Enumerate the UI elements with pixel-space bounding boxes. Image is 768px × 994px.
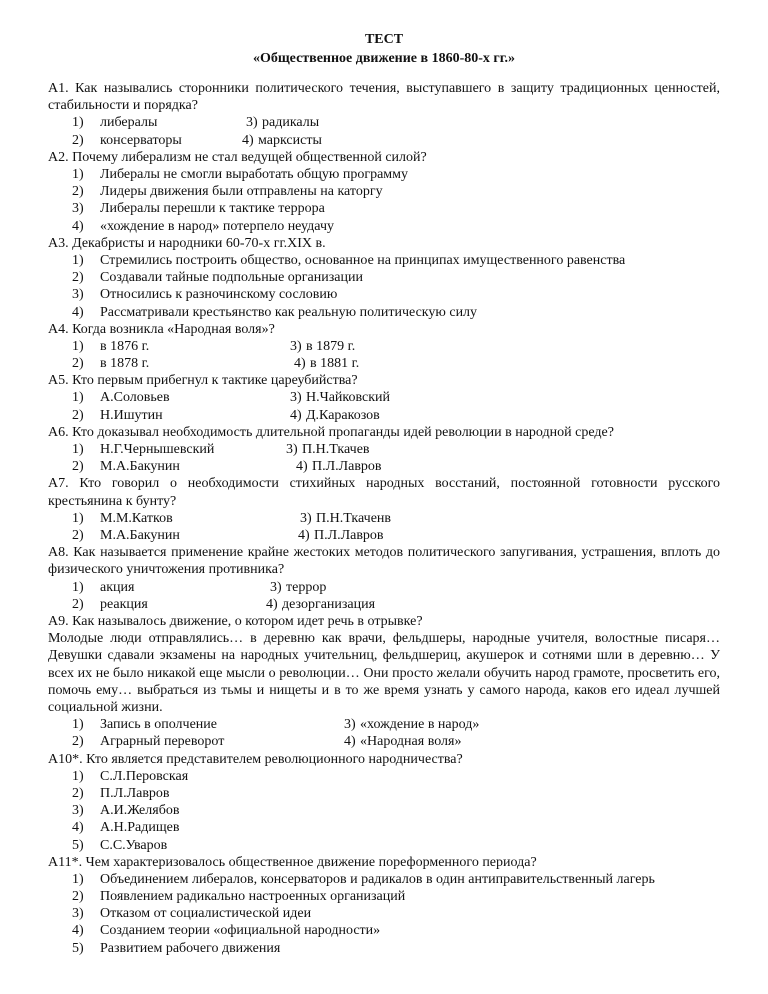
- option-number: 4): [72, 304, 84, 320]
- option-text: С.Л.Перовская: [100, 768, 189, 784]
- option-number: 4): [72, 820, 84, 836]
- option-number: 1): [72, 115, 84, 131]
- option-number: 1): [72, 390, 84, 406]
- option-number: 3): [72, 287, 84, 303]
- option-text: Созданием теории «официальной народности»: [100, 923, 381, 939]
- option-row: [48, 837, 720, 854]
- option-row: [48, 218, 720, 235]
- option-text: Либералы перешли к тактике террора: [100, 201, 325, 217]
- question-a2: [48, 149, 720, 235]
- option-text: в 1881 г.: [310, 356, 360, 372]
- question-text: А5. Кто первым прибегнул к тактике цареубийства?: [48, 373, 358, 389]
- question-text: А8. Как называется применение крайне жестоких методов политического запугивания, устрашения, вплоть до физического уничтожения противника?: [48, 545, 720, 578]
- option-row: [48, 785, 720, 802]
- option-row: [48, 304, 720, 321]
- option-text: Стремились построить общество, основанное на принципах имущественного равенства: [100, 252, 626, 268]
- question-a7: [48, 475, 720, 544]
- option-number: 3): [72, 906, 84, 922]
- option-number: 2): [72, 356, 84, 372]
- option-text: Отказом от социалистической идеи: [100, 906, 312, 922]
- option-row: [48, 286, 720, 303]
- question-text: А4. Когда возникла «Народная воля»?: [48, 321, 275, 337]
- option-number: 1): [72, 579, 84, 595]
- question-text: А9. Как называлось движение, о котором идет речь в отрывке?: [48, 613, 423, 629]
- option-text: либералы: [100, 115, 158, 131]
- option-number: 4): [298, 528, 310, 544]
- option-text: Появлением радикально настроенных организаций: [100, 889, 406, 905]
- option-number: 3): [290, 338, 302, 354]
- option-text: Н.Чайковский: [306, 390, 391, 406]
- option-text: П.Н.Ткачев: [302, 442, 370, 458]
- option-row: [48, 905, 720, 922]
- option-text: в 1876 г.: [100, 338, 150, 354]
- option-row: [48, 166, 720, 183]
- option-text: М.А.Бакунин: [100, 528, 180, 544]
- option-row: [48, 389, 720, 406]
- question-text: А6. Кто доказывал необходимость длительной пропаганды идей революции в народной среде?: [48, 424, 614, 440]
- option-text: Н.Г.Чернышевский: [100, 442, 215, 458]
- option-text: Относились к разночинскому сословию: [100, 287, 338, 303]
- option-number: 1): [72, 338, 84, 354]
- option-row: [48, 458, 720, 475]
- option-number: 2): [72, 528, 84, 544]
- option-row: [48, 441, 720, 458]
- option-text: П.Л.Лавров: [100, 785, 170, 801]
- option-row: [48, 269, 720, 286]
- option-number: 3): [300, 510, 312, 526]
- doc-subtitle: «Общественное движение в 1860-80-х гг.»: [252, 51, 516, 66]
- option-text: А.Соловьев: [100, 390, 170, 406]
- option-text: дезорганизация: [282, 596, 376, 612]
- question-a6: [48, 424, 720, 476]
- option-text: Объединением либералов, консерваторов и радикалов в один антиправительственный лагерь: [100, 871, 655, 887]
- option-row: [48, 132, 720, 149]
- doc-title: ТЕСТ: [364, 32, 404, 47]
- option-row: [48, 338, 720, 355]
- option-number: 4): [296, 459, 308, 475]
- option-number: 2): [72, 132, 84, 148]
- question-text: А1. Как назывались сторонники политического течения, выступавшего в защиту традиционных ценностей, стабильности и порядка?: [48, 81, 720, 114]
- option-text: «хождение в народ» потерпело неудачу: [100, 218, 334, 234]
- option-number: 3): [344, 717, 356, 733]
- option-number: 2): [72, 889, 84, 905]
- option-text: П.Н.Ткаченв: [316, 510, 392, 526]
- option-row: [48, 716, 720, 733]
- option-row: [48, 527, 720, 544]
- option-number: 4): [294, 356, 306, 372]
- option-text: Создавали тайные подпольные организации: [100, 270, 363, 286]
- option-text: марксисты: [258, 132, 322, 148]
- option-number: 1): [72, 252, 84, 268]
- option-number: 2): [72, 184, 84, 200]
- option-text: террор: [286, 579, 327, 595]
- option-number: 1): [72, 442, 84, 458]
- option-text: Запись в ополчение: [100, 717, 217, 733]
- option-number: 5): [72, 837, 84, 853]
- option-text: А.И.Желябов: [100, 803, 180, 819]
- option-row: [48, 940, 720, 957]
- option-text: «хождение в народ»: [360, 717, 480, 733]
- option-row: [48, 183, 720, 200]
- option-number: 1): [72, 510, 84, 526]
- option-number: 1): [72, 717, 84, 733]
- quote-passage: Молодые люди отправлялись… в деревню как врачи, фельдшеры, народные учителя, волостные писаря… Девушки сдавали экзамены на народных учительниц, фельдшериц, акушерок и сотнями шли в деревню… У всех их не было никакой еще мысли о революции… Они просто желали обучить народ грамоте, просветить его, помочь ему… выбраться из тьмы и нищеты и в то же время узнать у самого народа, каков его идеал лучшей социальной жизни.: [48, 631, 720, 715]
- option-row: [48, 252, 720, 269]
- option-row: [48, 510, 720, 527]
- question-a1: [48, 80, 720, 149]
- option-row: [48, 871, 720, 888]
- option-number: 1): [72, 768, 84, 784]
- option-number: 4): [344, 734, 356, 750]
- option-text: М.М.Катков: [100, 510, 173, 526]
- option-number: 5): [72, 940, 84, 956]
- option-number: 3): [270, 579, 282, 595]
- question-a11: [48, 854, 720, 957]
- option-text: акция: [100, 579, 135, 595]
- option-number: 2): [72, 734, 84, 750]
- option-text: М.А.Бакунин: [100, 459, 180, 475]
- option-row: [48, 407, 720, 424]
- option-number: 4): [72, 923, 84, 939]
- option-row: [48, 802, 720, 819]
- question-a3: [48, 235, 720, 321]
- option-number: 2): [72, 596, 84, 612]
- option-text: «Народная воля»: [360, 734, 462, 750]
- option-number: 4): [242, 132, 254, 148]
- question-text: А7. Кто говорил о необходимости стихийных народных восстаний, постоянной готовности русского крестьянина к бунту?: [48, 476, 720, 509]
- option-number: 3): [286, 442, 298, 458]
- option-row: [48, 733, 720, 750]
- option-number: 2): [72, 785, 84, 801]
- option-text: Н.Ишутин: [100, 407, 163, 423]
- option-row: [48, 355, 720, 372]
- option-text: Лидеры движения были отправлены на каторгу: [100, 184, 383, 200]
- option-row: [48, 888, 720, 905]
- question-a5: [48, 372, 720, 424]
- option-number: 4): [266, 596, 278, 612]
- option-number: 2): [72, 407, 84, 423]
- option-number: 1): [72, 871, 84, 887]
- option-row: [48, 768, 720, 785]
- option-text: в 1879 г.: [306, 338, 356, 354]
- option-row: [48, 579, 720, 596]
- option-number: 2): [72, 459, 84, 475]
- option-text: реакция: [100, 596, 148, 612]
- option-text: П.Л.Лавров: [312, 459, 382, 475]
- question-a10: [48, 751, 720, 854]
- question-a9: [48, 613, 720, 751]
- option-number: 3): [72, 803, 84, 819]
- option-text: в 1878 г.: [100, 356, 150, 372]
- option-text: радикалы: [262, 115, 320, 131]
- option-row: [48, 200, 720, 217]
- option-number: 4): [290, 407, 302, 423]
- question-text: А11*. Чем характеризовалось общественное движение пореформенного периода?: [48, 854, 537, 870]
- option-text: Развитием рабочего движения: [100, 940, 281, 956]
- option-text: Аграрный переворот: [100, 734, 225, 750]
- question-text: А10*. Кто является представителем революционного народничества?: [48, 751, 463, 767]
- option-text: С.С.Уваров: [100, 837, 168, 853]
- option-number: 2): [72, 270, 84, 286]
- option-text: консерваторы: [100, 132, 182, 148]
- question-text: А3. Декабристы и народники 60-70-х гг.XIX в.: [48, 235, 326, 251]
- option-row: [48, 922, 720, 939]
- question-a8: [48, 544, 720, 613]
- question-a4: [48, 321, 720, 373]
- option-text: Либералы не смогли выработать общую программу: [100, 166, 408, 182]
- option-row: [48, 596, 720, 613]
- option-number: 4): [72, 218, 84, 234]
- option-number: 1): [72, 166, 84, 182]
- option-row: [48, 114, 720, 131]
- option-text: Д.Каракозов: [306, 407, 380, 423]
- option-text: П.Л.Лавров: [314, 528, 384, 544]
- option-number: 3): [72, 201, 84, 217]
- option-text: А.Н.Радищев: [100, 820, 180, 836]
- option-number: 3): [246, 115, 258, 131]
- option-row: [48, 819, 720, 836]
- option-number: 3): [290, 390, 302, 406]
- option-text: Рассматривали крестьянство как реальную политическую силу: [100, 304, 478, 320]
- question-text: А2. Почему либерализм не стал ведущей общественной силой?: [48, 149, 427, 165]
